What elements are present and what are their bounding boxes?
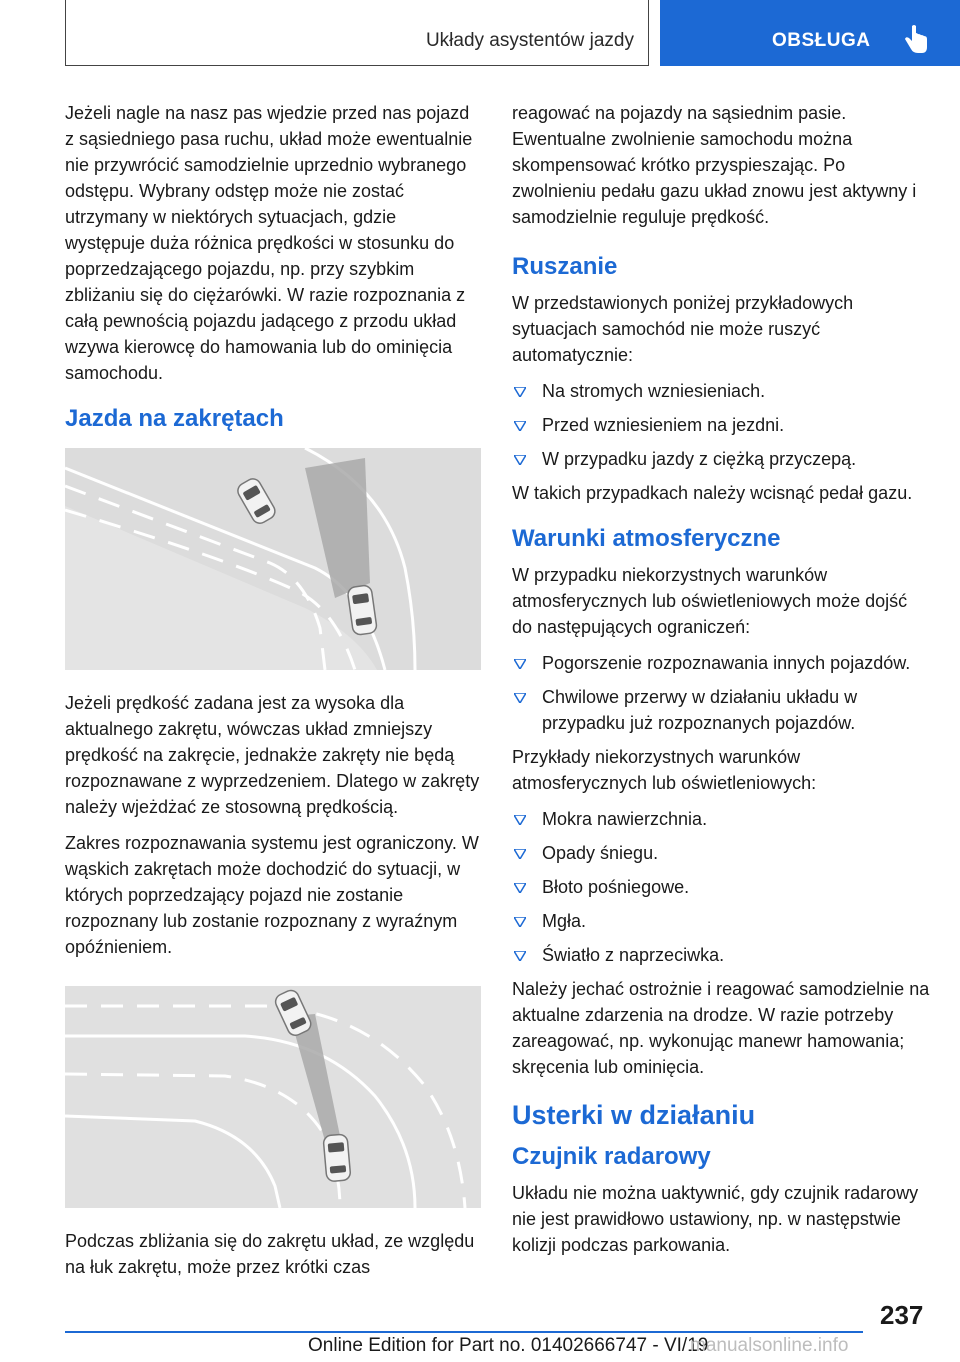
- start-list: [512, 378, 932, 472]
- triangle-bullet-icon: [514, 693, 526, 703]
- triangle-bullet-icon: [514, 849, 526, 859]
- chapter-tab-label: OBSŁUGA: [772, 30, 871, 51]
- triangle-bullet-icon: [514, 951, 526, 961]
- weather-list: [512, 650, 932, 736]
- list-item: Pogorszenie rozpoznawania innych pojazdów.: [512, 650, 932, 676]
- header-section-box: [65, 0, 649, 66]
- curve-illustration-1: [65, 448, 481, 670]
- heading-weather: Warunki atmosferyczne: [512, 525, 781, 552]
- list-item: Błoto pośniegowe.: [512, 874, 932, 900]
- list-item: Mgła.: [512, 908, 932, 934]
- radar-paragraph: Układu nie można uaktywnić, gdy czujnik radarowy nie jest prawidłowo ustawiony, np. w następstwie kolizji podczas parkowania.: [512, 1183, 919, 1255]
- list-item: Przed wzniesieniem na jezdni.: [512, 412, 932, 438]
- triangle-bullet-icon: [514, 455, 526, 465]
- examples-list: [512, 806, 932, 968]
- heading-radar: Czujnik radarowy: [512, 1143, 711, 1170]
- triangle-bullet-icon: [514, 421, 526, 431]
- left-column: [65, 100, 481, 1290]
- triangle-bullet-icon: [514, 815, 526, 825]
- triangle-bullet-icon: [514, 883, 526, 893]
- list-item: Chwilowe przerwy w działaniu układu w przypadku już rozpoznanych pojazdów.: [512, 684, 932, 736]
- intro-paragraph: Jeżeli nagle na nasz pas wjedzie przed nas pojazd z sąsiedniego pasa ruchu, układ może ewentualnie nie przywrócić samodzielnie uprzednio wybranego odstępu. Wybrany odstęp może nie zostać utrzymany w niektórych sytuacjach, gdzie występuje duża różnica prędkości w stosunku do poprzedzającego pojazdu, np. przy szybkim zbliżaniu się do ciężarówki. W razie rozpoznania z całą pewnością pojazdu jadącego z przodu układ wzywa kierowcę do hamowania lub do ominięcia samochodu.: [65, 103, 473, 383]
- list-item: Światło z naprzeciwka.: [512, 942, 932, 968]
- continuation-paragraph: reagować na pojazdy na sąsiednim pasie. Ewentualne zwolnienie samochodu można skompensować krótko przyspieszając. Po zwolnieniu pedału gazu układ znowu jest aktywny i samodzielnie reguluje prędkość.: [512, 103, 917, 227]
- weather-paragraph: W przypadku niekorzystnych warunków atmosferycznych lub oświetleniowych może dojść do następujących ograniczeń:: [512, 565, 908, 637]
- heading-curves: Jazda na zakrętach: [65, 405, 284, 432]
- page-number: 237: [880, 1300, 924, 1330]
- list-item: Mokra nawierzchnia.: [512, 806, 932, 832]
- heading-start: Ruszanie: [512, 253, 618, 280]
- start-after-paragraph: W takich przypadkach należy wcisnąć pedał gazu.: [512, 483, 913, 503]
- section-title: Układy asystentów jazdy: [425, 30, 634, 51]
- triangle-bullet-icon: [514, 659, 526, 669]
- approach-paragraph: Podczas zbliżania się do zakrętu układ, ze względu na łuk zakrętu, może przez krótki czas: [65, 1231, 475, 1277]
- edition-text: Online Edition for Part no. 01402666747 - VI/19: [308, 1335, 709, 1356]
- curve-diagram-1: [65, 448, 481, 670]
- speed-paragraph: Jeżeli prędkość zadana jest za wysoka dla aktualnego zakrętu, wówczas układ zmniejszy prędkość na zakręcie, jednakże zakręty nie będą rozpoznawane z wyprzedzeniem. Dlatego w zakręty należy wjeżdżać ze stosowną prędkością.: [65, 693, 480, 817]
- examples-paragraph: Przykłady niekorzystnych warunków atmosferycznych lub oświetleniowych:: [512, 747, 817, 793]
- list-item: Opady śniegu.: [512, 840, 932, 866]
- heading-faults: Usterki w działaniu: [512, 1100, 756, 1130]
- triangle-bullet-icon: [514, 917, 526, 927]
- list-item: Na stromych wzniesieniach.: [512, 378, 932, 404]
- chapter-tab[interactable]: [660, 0, 960, 66]
- start-paragraph: W przedstawionych poniżej przykładowych sytuacjach samochód nie może ruszyć automatycznie:: [512, 293, 854, 365]
- curve-diagram-2: [65, 986, 481, 1208]
- watermark-site: manualsonline.info: [690, 1335, 849, 1356]
- right-column: [512, 100, 932, 1268]
- triangle-bullet-icon: [514, 387, 526, 397]
- range-paragraph: Zakres rozpoznawania systemu jest ograniczony. W wąskich zakrętach może dochodzić do sytuacji, w których poprzedzający pojazd nie zostanie rozpoznany lub zostanie rozpoznany z wyraźnym opóźnieniem.: [65, 833, 479, 957]
- caution-paragraph: Należy jechać ostrożnie i reagować samodzielnie na aktualne zdarzenia na drodze. W razie potrzeby zareagować, np. wykonując manewr hamowania; skręcenia lub ominięcia.: [512, 979, 930, 1077]
- hand-pointer-icon: [900, 24, 930, 56]
- list-item: W przypadku jazdy z ciężką przyczepą.: [512, 446, 932, 472]
- footer-divider: [65, 1331, 863, 1333]
- curve-illustration-2: [65, 986, 481, 1208]
